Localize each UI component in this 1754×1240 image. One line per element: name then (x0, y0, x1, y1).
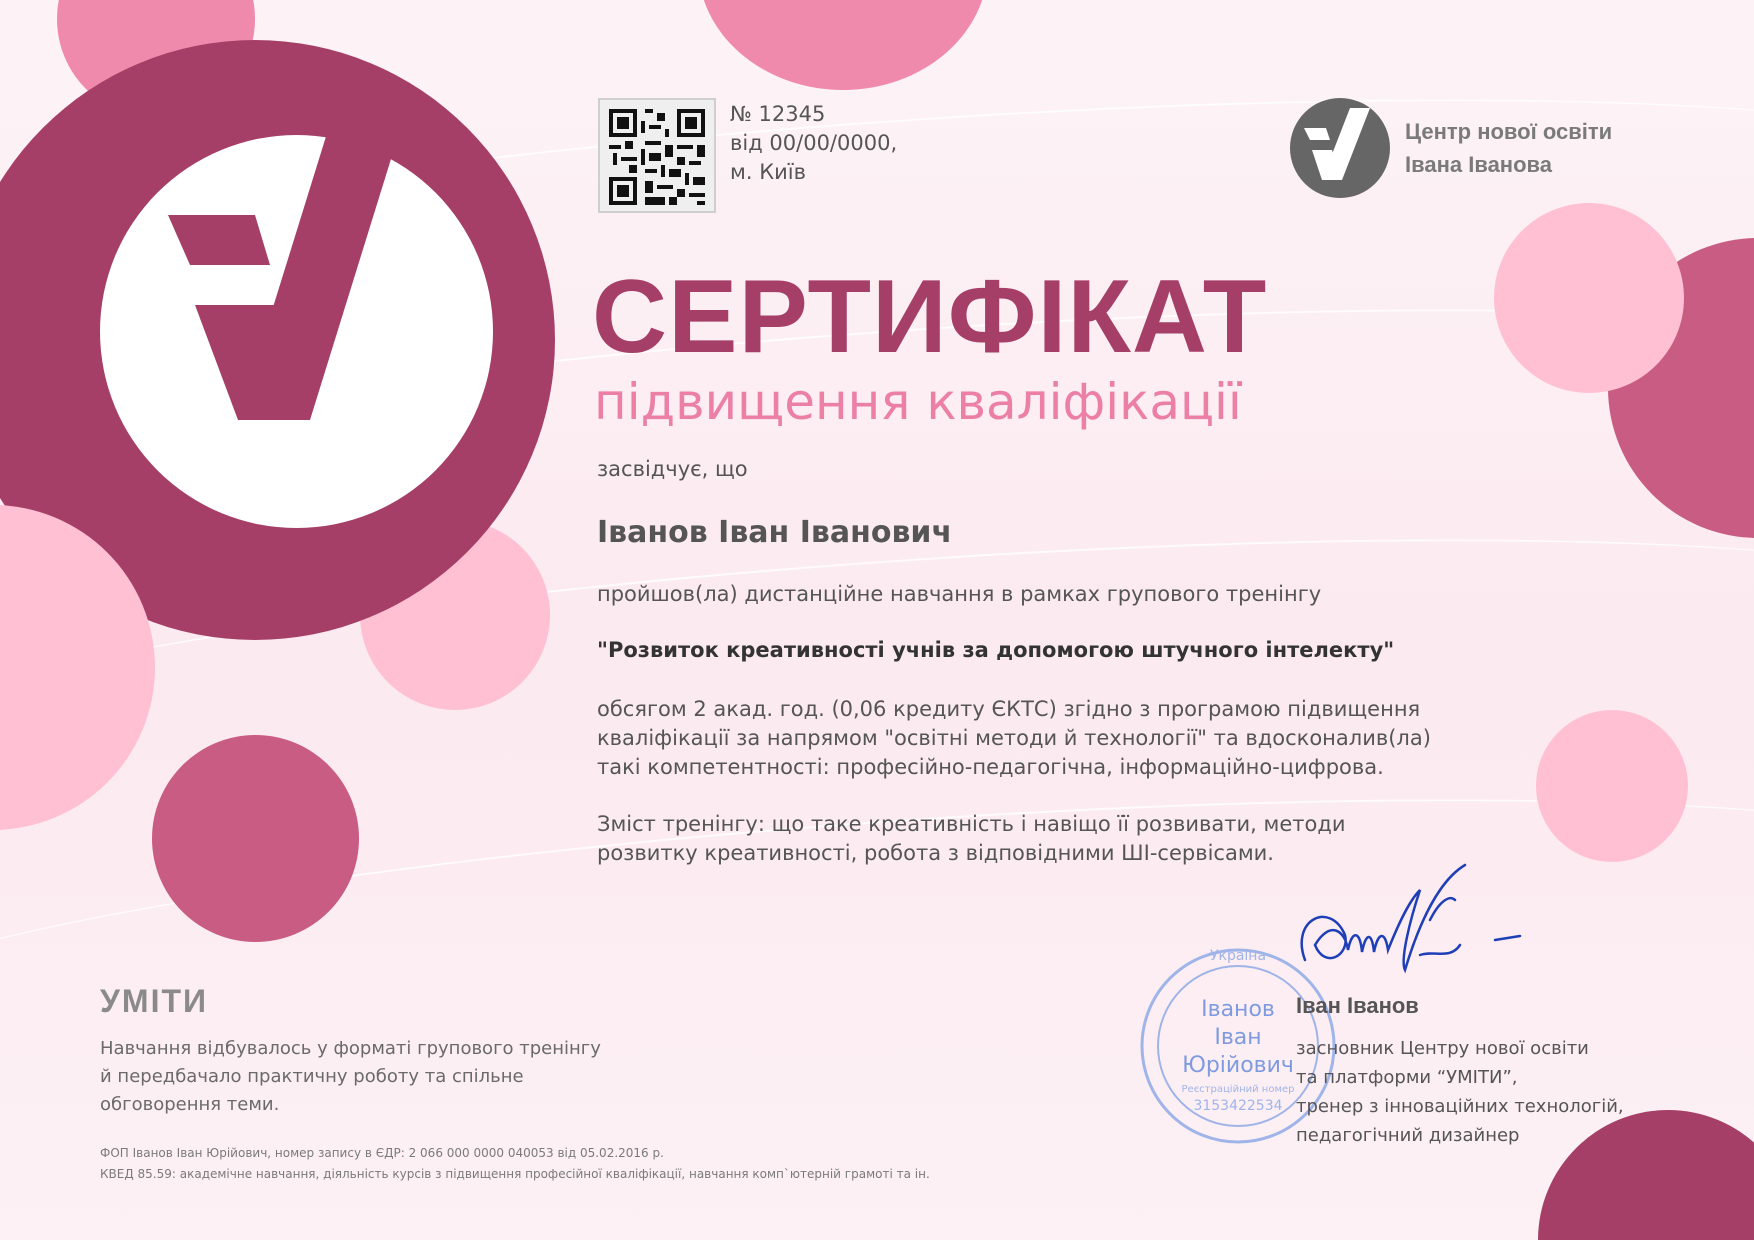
certificate-title: СЕРТИФІКАТ (592, 259, 1268, 375)
certificate-meta (730, 100, 897, 187)
volume-line: обсягом 2 акад. год. (0,06 кредиту ЄКТС) згідно з програмою підвищення (597, 697, 1421, 721)
organization-logo-icon (1290, 98, 1390, 198)
certificate-date: від 00/00/0000, (730, 131, 898, 155)
recipient-name: Іванов Іван Іванович (597, 515, 953, 550)
completed-text: пройшов(ла) дистанційне навчання в рамках групового тренінгу (597, 582, 1322, 606)
stamp-reg-label: Реєстраційний номер (1181, 1084, 1295, 1095)
signer-role-line: засновник Центру нової освіти (1296, 1038, 1589, 1059)
course-title: "Розвиток креативності учнів за допомогою штучного інтелекту" (597, 638, 1395, 662)
certificate-subtitle: підвищення кваліфікації (594, 373, 1242, 431)
brand-description-line: Навчання відбувалось у форматі групового тренінгу (100, 1038, 601, 1059)
legal-line: КВЕД 85.59: академічне навчання, діяльність курсів з підвищення професійної кваліфікації, навчання комп`ютерній грамоті та ін. (100, 1167, 930, 1181)
stamp-line: Юрійович (1182, 1053, 1294, 1078)
organization-name (1405, 115, 1612, 181)
signer-role-line: тренер з інноваційних технологій, (1296, 1096, 1624, 1117)
certificate-city: м. Київ (730, 160, 806, 184)
brand-name: УМІТИ (100, 983, 208, 1019)
signature (1290, 860, 1540, 990)
decor-circle (1494, 203, 1684, 393)
stamp-line: Іванов (1201, 997, 1275, 1022)
content-line: розвитку креативності, робота з відповідними ШІ-сервісами. (597, 841, 1274, 865)
logo-mark-icon (160, 130, 460, 450)
certifies-text: засвідчує, що (597, 457, 748, 481)
qr-code (598, 98, 716, 213)
signer-role (1296, 1034, 1624, 1150)
legal-info (100, 1143, 930, 1185)
decor-circle (1536, 710, 1688, 862)
volume-line: кваліфікації за напрямом "освітні методи й технології" та вдосконалив(ла) (597, 726, 1431, 750)
legal-line: ФОП Іванов Іван Юрійович, номер запису в ЄДР: 2 066 000 0000 040053 від 05.02.2016 р. (100, 1146, 664, 1160)
stamp-country: Україна (1209, 948, 1267, 964)
organization-name-line: Центр нової освіти (1405, 119, 1613, 144)
signer-role-line: педагогічний дизайнер (1296, 1125, 1520, 1146)
signer-name: Іван Іванов (1296, 993, 1419, 1018)
content-line: Зміст тренінгу: що таке креативність і навіщо її розвивати, методи (597, 812, 1346, 836)
certificate-number: № 12345 (730, 102, 826, 126)
decor-circle (152, 735, 359, 942)
volume-text (597, 695, 1431, 782)
qr-code-icon (609, 109, 705, 205)
brand-description-line: обговорення теми. (100, 1094, 280, 1115)
decor-circle (698, 0, 988, 90)
brand-description (100, 1035, 660, 1119)
content-text (597, 810, 1346, 868)
organization-name-line: Івана Іванова (1405, 152, 1552, 177)
volume-line: такі компетентності: професійно-педагогічна, інформаційно-цифрова. (597, 755, 1384, 779)
signer-role-line: та платформи “УМІТИ”, (1296, 1067, 1518, 1088)
stamp-reg-number: 3153422534 (1193, 1098, 1283, 1114)
stamp-line: Іван (1214, 1025, 1262, 1050)
brand-description-line: й передбачало практичну роботу та спільне (100, 1066, 524, 1087)
